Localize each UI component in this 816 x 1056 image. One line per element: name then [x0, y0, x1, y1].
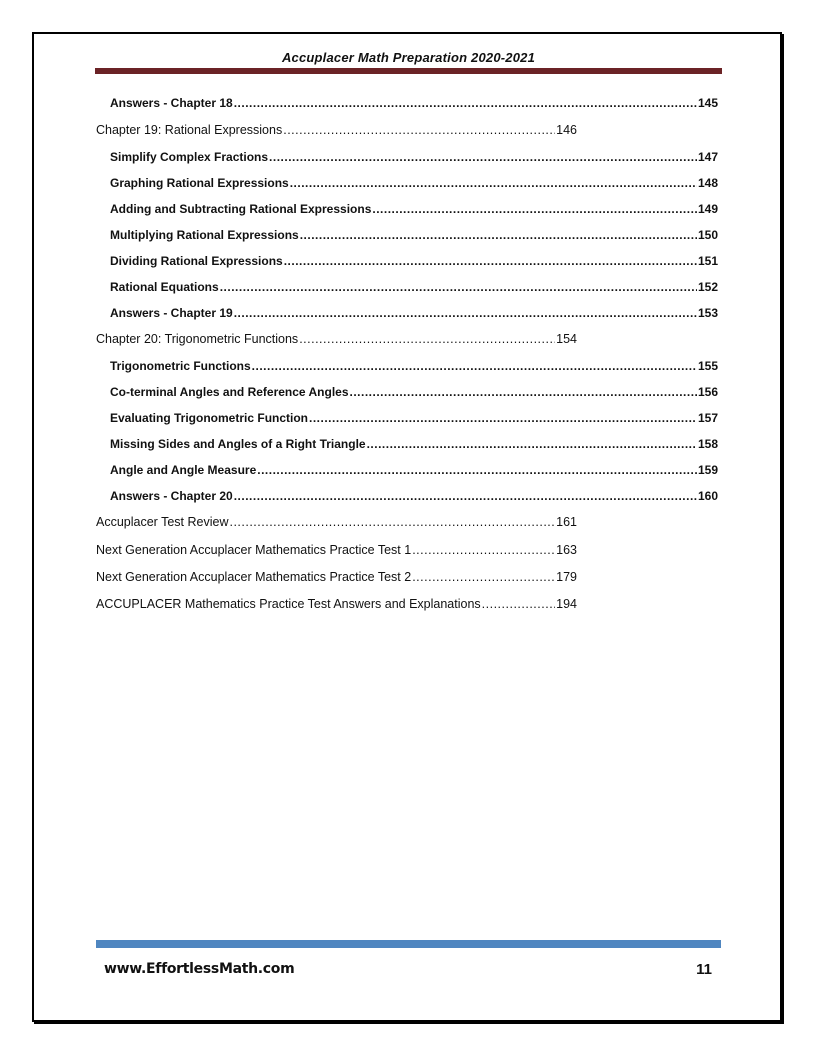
- toc-entry-page: 179: [556, 570, 577, 584]
- toc-entry-label: Evaluating Trigonometric Function: [110, 411, 309, 425]
- toc-entry-label: Answers - Chapter 18: [110, 96, 233, 110]
- toc-entry-page: 163: [556, 543, 577, 557]
- dot-leader: [283, 123, 555, 137]
- toc-entry-label: Missing Sides and Angles of a Right Triangle: [110, 437, 366, 451]
- header-rule: [95, 68, 722, 74]
- dot-leader: [290, 176, 697, 190]
- toc-entry-label: Answers - Chapter 20: [110, 489, 233, 503]
- dot-leader: [367, 437, 697, 451]
- dot-leader: [309, 411, 697, 425]
- dot-leader: [229, 515, 555, 529]
- toc-entry-page: 148: [697, 176, 718, 190]
- toc-entry-multiplying-rational-expressions[interactable]: [110, 228, 718, 242]
- footer-rule: [96, 940, 721, 948]
- dot-leader: [372, 202, 697, 216]
- dot-leader: [257, 463, 697, 477]
- toc-entry-answers-chapter-19[interactable]: [110, 306, 718, 320]
- dot-leader: [234, 96, 697, 110]
- toc-entry-page: 146: [556, 123, 577, 137]
- toc-entry-page: 194: [556, 597, 577, 611]
- toc-entry-label: Simplify Complex Fractions: [110, 150, 269, 164]
- toc-entry-page: 150: [697, 228, 718, 242]
- toc-entry-page: 156: [697, 385, 718, 399]
- page-number: 11: [696, 961, 712, 978]
- toc-entry-page: 157: [697, 411, 718, 425]
- toc-entry-simplify-complex-fractions[interactable]: [110, 150, 718, 164]
- running-header-title: Accuplacer Math Preparation 2020-2021: [281, 50, 536, 65]
- toc-entry-trigonometric-functions[interactable]: [110, 359, 718, 373]
- dot-leader: [300, 228, 697, 242]
- toc-entry-page: 147: [697, 150, 718, 164]
- toc-entry-practice-test-1[interactable]: [96, 543, 577, 557]
- toc-entry-label: Accuplacer Test Review: [96, 515, 229, 529]
- toc-entry-label: Graphing Rational Expressions: [110, 176, 289, 190]
- toc-entry-label: Next Generation Accuplacer Mathematics Practice Test 2: [96, 570, 412, 584]
- toc-entry-angle-and-angle-measure[interactable]: [110, 463, 718, 477]
- dot-leader: [234, 489, 697, 503]
- toc-entry-label: Next Generation Accuplacer Mathematics Practice Test 1: [96, 543, 412, 557]
- toc-entry-page: 159: [697, 463, 718, 477]
- toc-entry-missing-sides-angles[interactable]: [110, 437, 718, 451]
- toc-entry-page: 161: [556, 515, 577, 529]
- toc-entry-page: 153: [697, 306, 718, 320]
- toc-entry-dividing-rational-expressions[interactable]: [110, 254, 718, 268]
- toc-entry-answers-chapter-20[interactable]: [110, 489, 718, 503]
- dot-leader: [412, 570, 555, 584]
- footer-website: www.EffortlessMath.com: [104, 961, 295, 977]
- toc-entry-chapter-20[interactable]: [96, 332, 577, 346]
- toc-entry-page: 145: [697, 96, 718, 110]
- toc-entry-page: 155: [697, 359, 718, 373]
- toc-entry-accuplacer-test-review[interactable]: [96, 515, 577, 529]
- toc-entry-label: Rational Equations: [110, 280, 219, 294]
- dot-leader: [220, 280, 697, 294]
- toc-entry-label: Chapter 19: Rational Expressions: [96, 123, 283, 137]
- toc-entry-label: Adding and Subtracting Rational Expressions: [110, 202, 372, 216]
- toc-entry-rational-equations[interactable]: [110, 280, 718, 294]
- dot-leader: [234, 306, 697, 320]
- toc-entry-label: Answers - Chapter 19: [110, 306, 233, 320]
- dot-leader: [350, 385, 697, 399]
- toc-entry-page: 152: [697, 280, 718, 294]
- toc-entry-page: 149: [697, 202, 718, 216]
- toc-entry-practice-test-2[interactable]: [96, 570, 577, 584]
- dot-leader: [284, 254, 697, 268]
- toc-entry-page: 160: [697, 489, 718, 503]
- toc-entry-chapter-19[interactable]: [96, 123, 577, 137]
- toc-entry-evaluating-trigonometric-function[interactable]: [110, 411, 718, 425]
- toc-entry-label: Dividing Rational Expressions: [110, 254, 283, 268]
- toc-entry-label: Multiplying Rational Expressions: [110, 228, 299, 242]
- dot-leader: [269, 150, 697, 164]
- toc-entry-label: Co-terminal Angles and Reference Angles: [110, 385, 349, 399]
- toc-entry-page: 151: [697, 254, 718, 268]
- toc-entry-answers-and-explanations[interactable]: [96, 597, 577, 611]
- dot-leader: [252, 359, 697, 373]
- toc-entry-label: ACCUPLACER Mathematics Practice Test Answers and Explanations: [96, 597, 481, 611]
- toc-entry-label: Angle and Angle Measure: [110, 463, 257, 477]
- toc-entry-coterminal-reference-angles[interactable]: [110, 385, 718, 399]
- toc-entry-page: 154: [556, 332, 577, 346]
- toc-entry-answers-chapter-18[interactable]: [110, 96, 718, 110]
- toc-entry-page: 158: [697, 437, 718, 451]
- dot-leader: [299, 332, 555, 346]
- dot-leader: [412, 543, 555, 557]
- toc-entry-label: Chapter 20: Trigonometric Functions: [96, 332, 299, 346]
- dot-leader: [482, 597, 555, 611]
- toc-entry-label: Trigonometric Functions: [110, 359, 251, 373]
- toc-entry-graphing-rational-expressions[interactable]: [110, 176, 718, 190]
- toc-entry-adding-subtracting-rational-expressions[interactable]: [110, 202, 718, 216]
